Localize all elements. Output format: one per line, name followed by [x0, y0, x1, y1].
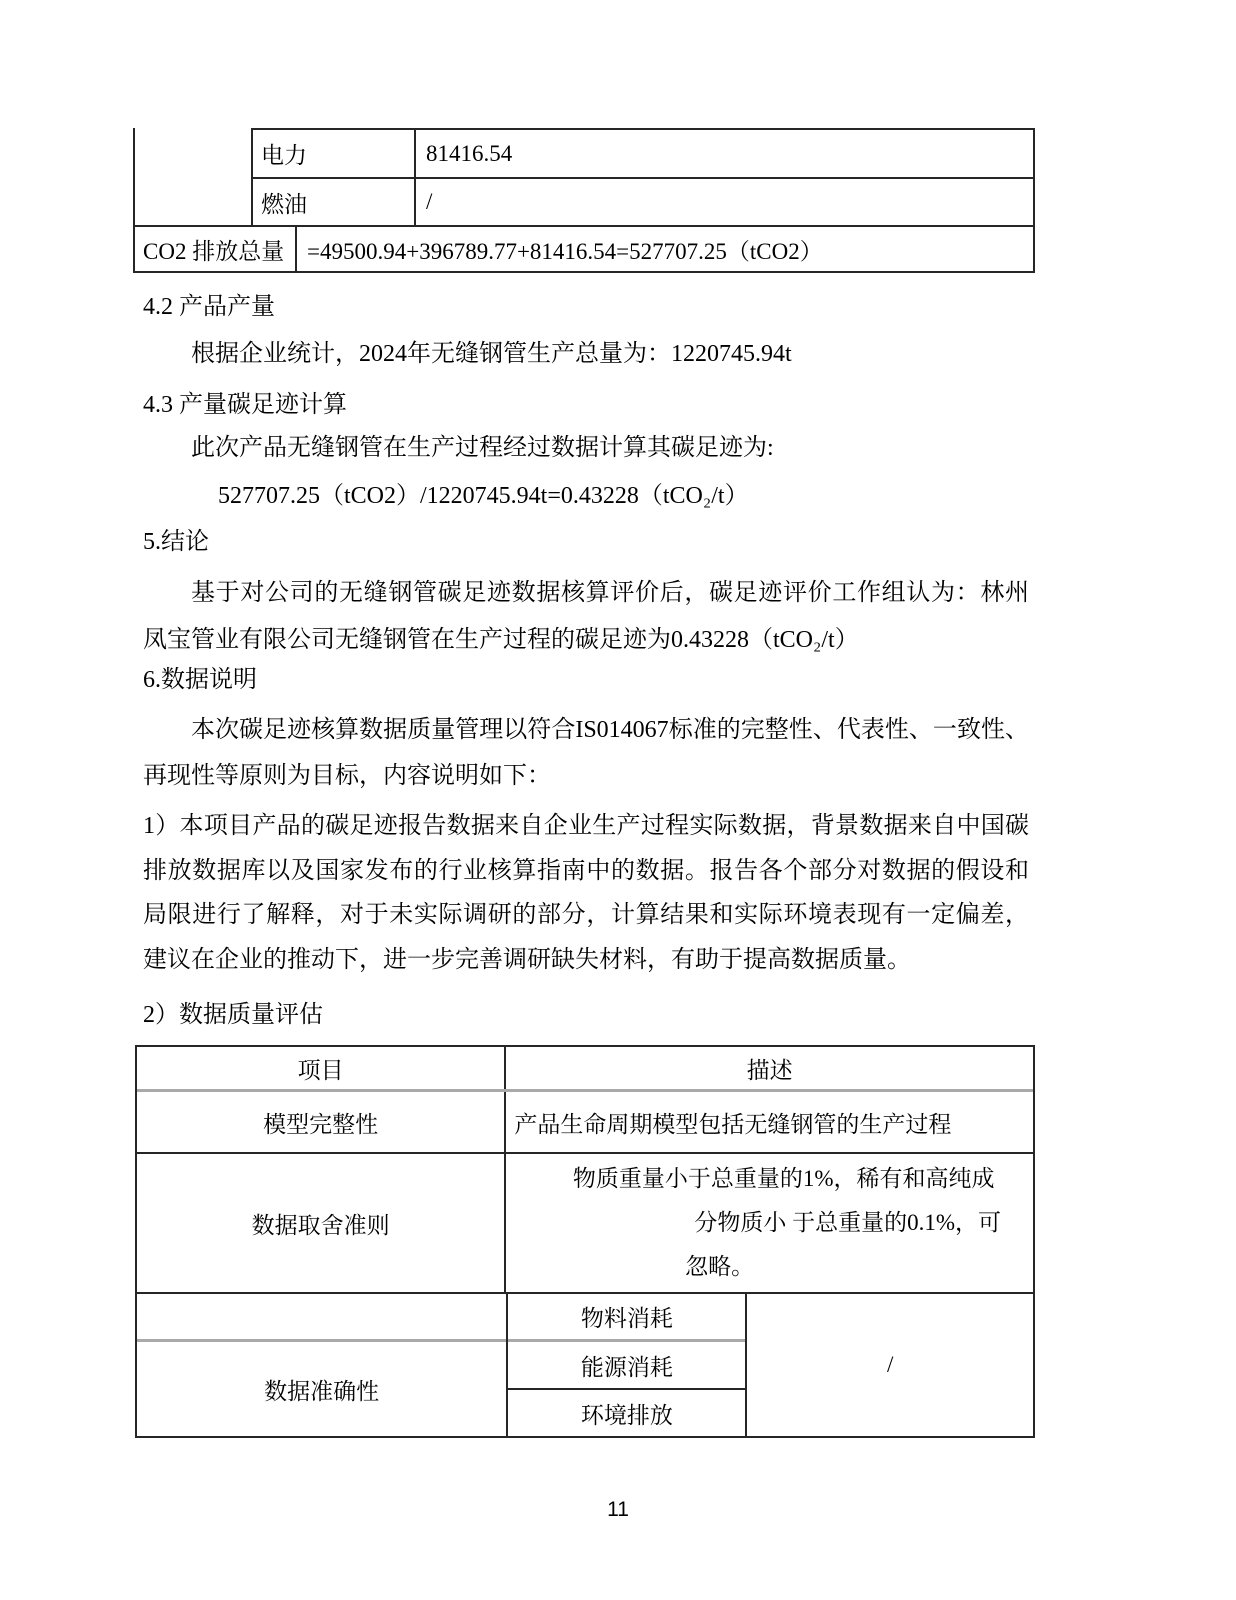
quality-table: [135, 1045, 1035, 1438]
accuracy-label-column: [137, 1294, 508, 1436]
data-note-item-2-heading: 2）数据质量评估: [143, 1002, 323, 1028]
model-completeness-label: 模型完整性: [137, 1092, 506, 1152]
carbon-footprint-formula: 527707.25（tCO2）/1220745.94t=0.43228（tCO₂/t）: [218, 483, 749, 509]
section-heading-6: 6.数据说明: [143, 667, 257, 693]
co2-total-label: CO2 排放总量: [133, 225, 295, 273]
quality-header-desc: 描述: [746, 1057, 793, 1083]
section-heading-5: 5.结论: [143, 529, 209, 555]
cutoff-rule-desc: [506, 1154, 1033, 1292]
table-row-accuracy: [137, 1294, 1033, 1436]
section-6-body: 本次碳足迹核算数据质量管理以符合IS014067标准的完整性、代表性、一致性、再现性等原则为目标，内容说明如下：: [143, 717, 1029, 789]
accuracy-subitem: 环境排放: [580, 1402, 673, 1428]
model-completeness-desc: 产品生命周期模型包括无缝钢管的生产过程: [514, 1111, 952, 1137]
emissions-source-label: 电力: [251, 128, 414, 177]
section-heading-4-3: 4.3 产量碳足迹计算: [143, 392, 347, 418]
section-heading-4-2: 4.2 产品产量: [143, 294, 275, 320]
section-5-body: 基于对公司的无缝钢管碳足迹数据核算评价后，碳足迹评价工作组认为：林州凤宝管业有限公司无缝钢管在生产过程的碳足迹为0.43228（tCO₂/t）: [143, 580, 1029, 653]
table-row: [133, 177, 1035, 225]
emissions-category-cell-empty: [133, 128, 251, 177]
cutoff-rule-line: 分物质小 于总重量的0.1%，可: [694, 1210, 1002, 1235]
emissions-source-label: 燃油: [251, 177, 414, 225]
data-note-item-1: 1）本项目产品的碳足迹报告数据来自企业生产过程实际数据，背景数据来自中国碳排放数据库以及国家发布的行业核算指南中的数据。报告各个部分对数据的假设和局限进行了解释，对于未实际调研的部分，计算结果和实际环境表现有一定偏差，建议在企业的推动下，进一步完善调研缺失材料，有助于提高数据质量。: [143, 813, 1029, 973]
emissions-source-value: /: [414, 177, 1035, 225]
cutoff-rule-line: 忽略。: [685, 1254, 755, 1279]
section-4-3-body: 此次产品无缝钢管在生产过程经过数据计算其碳足迹为:: [191, 435, 774, 461]
cutoff-rule-line: 物质重量小于总重量的1%，稀有和高纯成: [572, 1166, 995, 1191]
table-row-total: [133, 225, 1035, 273]
co2-total-value: =49500.94+396789.77+81416.54=527707.25（tCO2）: [295, 225, 1035, 273]
section-4-2-body: 根据企业统计，2024年无缝钢管生产总量为：1220745.94t: [191, 341, 792, 367]
accuracy-subitem: 物料消耗: [508, 1294, 745, 1342]
table-row: [137, 1092, 1033, 1154]
table-row: [137, 1154, 1033, 1294]
emissions-category-cell-empty: [133, 177, 251, 225]
accuracy-subitem: 能源消耗: [508, 1342, 745, 1390]
quality-header-item: 项目: [137, 1047, 506, 1089]
table-row: [133, 128, 1035, 177]
emissions-source-value: 81416.54: [414, 128, 1035, 177]
emissions-table: [133, 128, 1035, 273]
accuracy-label: 数据准确性: [264, 1378, 380, 1404]
quality-table-header-row: [137, 1047, 1033, 1092]
accuracy-empty-cell: [137, 1294, 506, 1342]
cutoff-rule-label: 数据取舍准则: [137, 1154, 506, 1292]
page-number: 11: [607, 1498, 629, 1521]
accuracy-value: /: [886, 1352, 894, 1377]
accuracy-subitems-column: [508, 1294, 747, 1436]
